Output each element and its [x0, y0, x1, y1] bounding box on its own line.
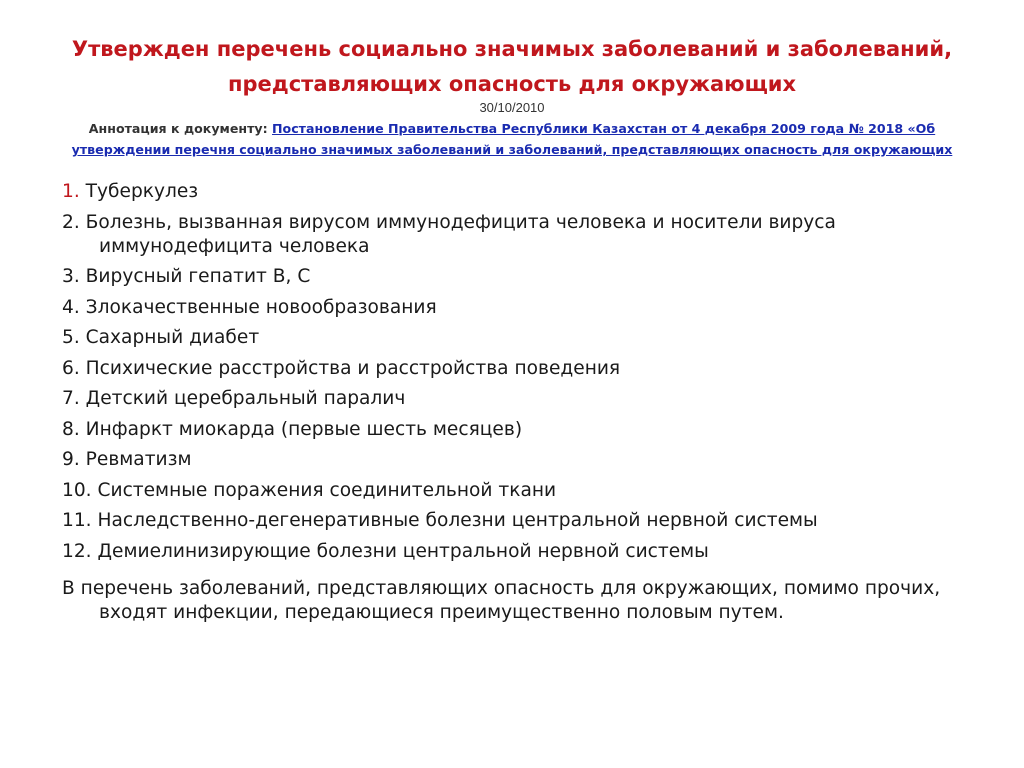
- list-item-number: 2.: [62, 211, 80, 233]
- annotation-document-link[interactable]: Постановление Правительства Республики Казахстан от 4 декабря 2009 года № 2018 «Об утверждении перечня социально значимых заболеваний и заболеваний, представляющих опасность для окружающих: [71, 121, 953, 157]
- list-item: [62, 479, 962, 503]
- list-item-text: Инфаркт миокарда (первые шесть месяцев): [85, 418, 523, 440]
- list-item: [62, 211, 962, 259]
- list-item-text: Сахарный диабет: [85, 327, 260, 348]
- list-item-number: 6.: [62, 357, 80, 379]
- disease-list: [62, 180, 962, 570]
- title-line-1: Утвержден перечень социально значимых заболеваний и заболеваний,: [71, 37, 953, 61]
- list-item-text: Болезнь, вызванная вирусом иммунодефицита человека и носители вируса иммунодефицита человека: [85, 211, 836, 257]
- title-line-2: представляющих опасность для окружающих: [227, 72, 797, 96]
- list-item: [62, 357, 962, 381]
- list-item-number: 7.: [62, 388, 80, 409]
- list-item-number: 3.: [62, 266, 80, 287]
- annotation: [60, 118, 964, 160]
- list-item-text: Системные поражения соединительной ткани: [97, 479, 557, 501]
- list-item-number: 4.: [62, 296, 80, 318]
- list-item: [62, 180, 962, 204]
- list-item-text: Наследственно-дегенеративные болезни центральной нервной системы: [97, 510, 818, 531]
- list-item-number: 12.: [62, 540, 92, 562]
- publication-date: 30/10/2010: [479, 100, 545, 115]
- list-item-text: Детский церебральный паралич: [85, 388, 406, 409]
- list-item: [62, 418, 962, 442]
- annotation-label: Аннотация к документу:: [88, 121, 268, 136]
- list-item-number: 8.: [62, 418, 80, 440]
- list-item-number: 11.: [62, 510, 92, 531]
- list-item-number: 1.: [62, 181, 80, 202]
- list-item-text: Злокачественные новообразования: [85, 296, 437, 318]
- list-item-number: 9.: [62, 449, 80, 470]
- page-title: [40, 32, 984, 102]
- list-item-text: Демиелинизирующие болезни центральной нервной системы: [97, 540, 709, 562]
- list-item-number: 10.: [62, 479, 92, 501]
- list-item: [62, 326, 962, 350]
- list-item-text: Психические расстройства и расстройства поведения: [85, 357, 621, 379]
- list-item: [62, 296, 962, 320]
- list-item: [62, 265, 962, 289]
- list-item-text: Ревматизм: [85, 449, 192, 470]
- list-item: [62, 509, 962, 533]
- list-item: [62, 448, 962, 472]
- closing-note: В перечень заболеваний, представляющих опасность для окружающих, помимо прочих, входят инфекции, передающиеся преимущественно половым путем.: [62, 578, 941, 623]
- list-item-text: Туберкулез: [85, 181, 199, 202]
- list-item-number: 5.: [62, 327, 80, 348]
- list-item: [62, 540, 962, 564]
- list-item: [62, 387, 962, 411]
- list-item-text: Вирусный гепатит В, С: [85, 266, 311, 287]
